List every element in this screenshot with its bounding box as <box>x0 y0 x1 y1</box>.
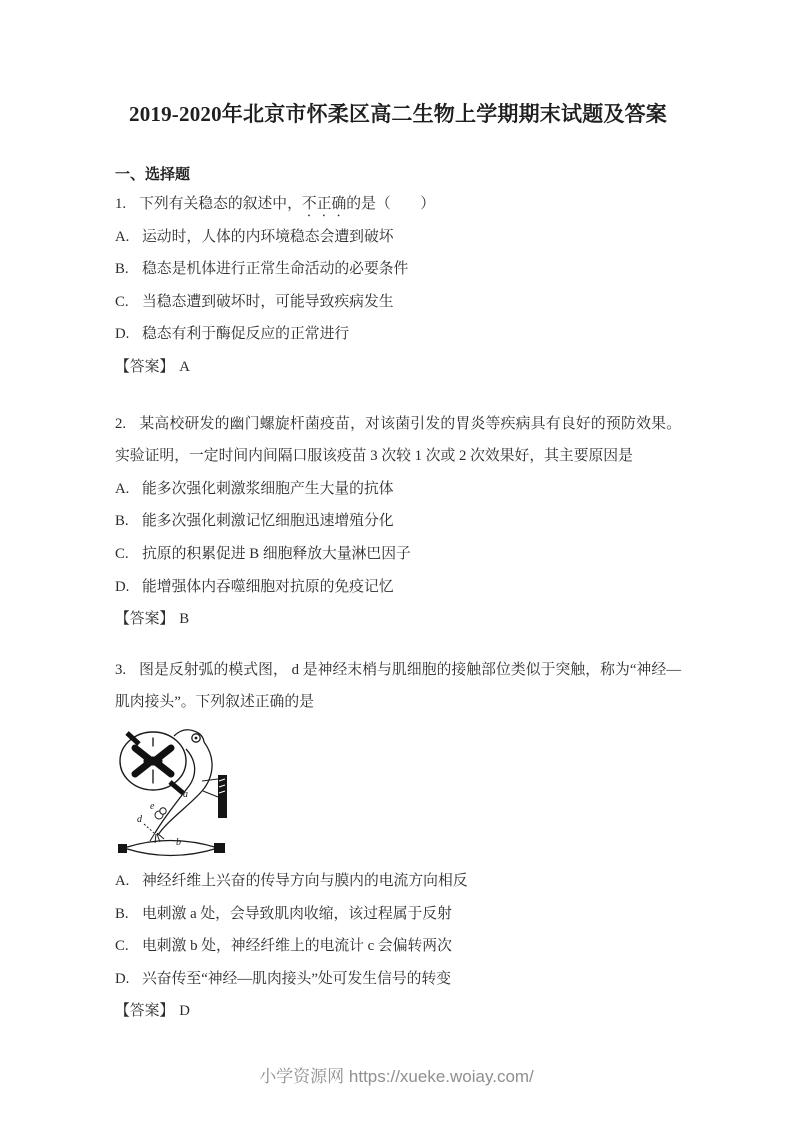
stem-text: 的是（ ） <box>346 196 436 212</box>
option-label: C. <box>115 293 129 310</box>
option-row <box>115 221 681 254</box>
diagram-label-d: d <box>137 813 142 825</box>
answer-value: D <box>179 1003 190 1020</box>
ganglion-center <box>195 737 198 740</box>
answer-label: 【答案】 <box>115 358 175 375</box>
option-label: D. <box>115 326 130 343</box>
muscle <box>124 840 218 855</box>
document-title: 2019-2020年北京市怀柔区高二生物上学期期末试题及答案 <box>129 102 667 126</box>
option-label: A. <box>115 480 130 497</box>
nerve-root-mark <box>170 782 183 793</box>
diagram-label-b: b <box>176 836 181 848</box>
question-stem <box>115 654 681 719</box>
answer-value: A <box>179 358 190 375</box>
electrode-bar <box>218 775 227 818</box>
section-heading: 一、选择题 <box>115 167 191 183</box>
question-number: 3. <box>115 661 127 678</box>
option-text: 当稳态遭到破坏时，可能导致疾病发生 <box>142 293 394 310</box>
question-2 <box>115 408 681 636</box>
option-label: C. <box>115 938 129 955</box>
option-label: B. <box>115 905 129 922</box>
option-row <box>115 318 681 351</box>
option-text: 电刺激 b 处，神经纤维上的电流计 c 会偏转两次 <box>142 938 452 955</box>
question-1 <box>115 188 681 384</box>
option-text: 兴奋传至“神经—肌肉接头”处可发生信号的转变 <box>142 970 452 987</box>
option-row <box>115 963 681 996</box>
stem-text: 下列有关稳态的叙述中， <box>139 196 302 212</box>
option-text: 电刺激 a 处，会导致肌肉收缩，该过程属于反射 <box>142 905 452 922</box>
answer-value: B <box>179 611 190 628</box>
option-row <box>115 505 681 538</box>
answer-line <box>115 351 681 384</box>
option-label: A. <box>115 872 130 889</box>
watermark-footer: 小学资源网 https://xueke.woiay.com/ <box>259 1067 534 1086</box>
answer-label: 【答案】 <box>115 611 175 628</box>
option-text: 运动时，人体的内环境稳态会遭到破坏 <box>142 228 394 245</box>
diagram-label-e: e <box>150 800 155 812</box>
option-label: A. <box>115 228 130 245</box>
option-text: 抗原的积累促进 B 细胞释放大量淋巴因子 <box>142 545 411 562</box>
stem-text: 某高校研发的幽门螺旋杆菌疫苗，对该菌引发的胃炎等疾病具有良好的预防效果。实验证明，一定时间内间隔口服该疫苗 3 次较 1 次或 2 次效果好，其主要原因是 <box>115 415 681 465</box>
option-label: D. <box>115 578 130 595</box>
reflex-arc-diagram <box>117 725 269 863</box>
option-row <box>115 571 681 604</box>
question-stem <box>115 408 681 473</box>
question-stem <box>115 188 681 221</box>
electrode-lead <box>202 779 218 781</box>
option-label: B. <box>115 513 129 530</box>
option-row <box>115 930 681 963</box>
muscle-end-block <box>118 844 127 853</box>
synapse-blob <box>160 808 166 814</box>
stem-emphasized-text: 不正确 <box>301 196 347 212</box>
option-row <box>115 253 681 286</box>
label-pointer-dashed <box>144 824 154 833</box>
option-row <box>115 473 681 506</box>
answer-line <box>115 995 681 1028</box>
option-text: 稳态是机体进行正常生命活动的必要条件 <box>142 261 409 278</box>
answer-line <box>115 603 681 636</box>
question-number: 1. <box>115 196 127 212</box>
option-text: 稳态有利于酶促反应的正常进行 <box>142 326 350 343</box>
option-row <box>115 898 681 931</box>
option-text: 能增强体内吞噬细胞对抗原的免疫记忆 <box>142 578 394 595</box>
stem-text: 图是反射弧的模式图， d 是神经末梢与肌细胞的接触部位类似于突触，称为“神经—肌肉接头”。下列叙述正确的是 <box>115 661 681 711</box>
answer-label: 【答案】 <box>115 1003 175 1020</box>
muscle-end-block <box>214 843 225 853</box>
option-text: 神经纤维上兴奋的传导方向与膜内的电流方向相反 <box>142 872 468 889</box>
option-row <box>115 538 681 571</box>
option-label: D. <box>115 970 130 987</box>
option-text: 能多次强化刺激浆细胞产生大量的抗体 <box>142 480 394 497</box>
document-body <box>115 0 681 1028</box>
question-number: 2. <box>115 415 127 432</box>
question-3 <box>115 654 681 1028</box>
diagram-label-a: a <box>183 788 188 800</box>
option-row <box>115 865 681 898</box>
electrode-lead <box>203 791 218 797</box>
option-row <box>115 286 681 319</box>
option-text: 能多次强化刺激记忆细胞迅速增殖分化 <box>142 513 394 530</box>
option-label: C. <box>115 545 129 562</box>
option-label: B. <box>115 261 129 278</box>
